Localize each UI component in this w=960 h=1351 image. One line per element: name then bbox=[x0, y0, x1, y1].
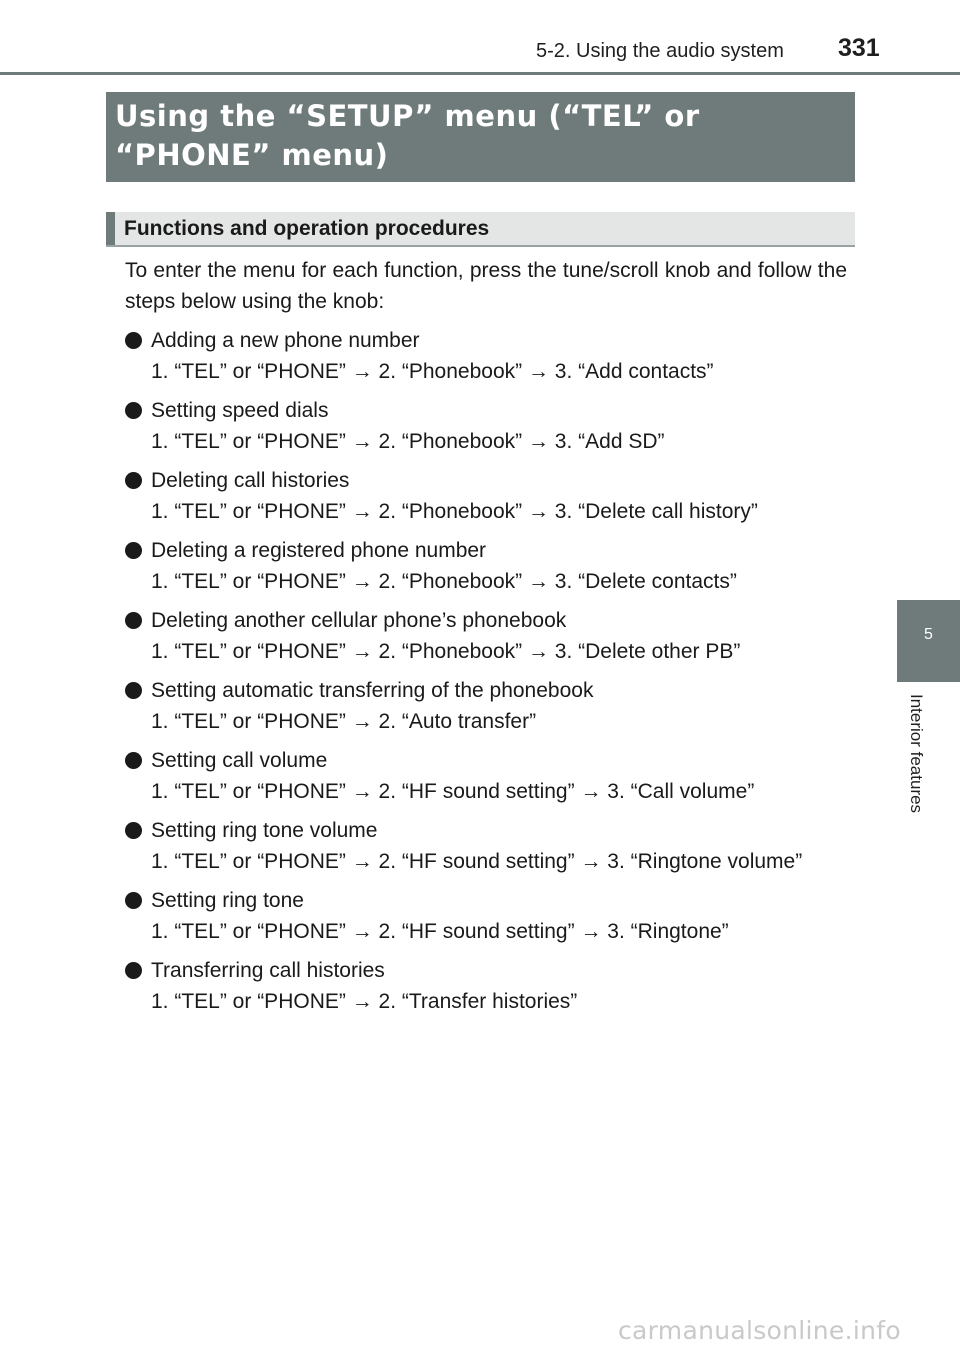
bullet-icon bbox=[125, 822, 142, 839]
procedure-list bbox=[125, 255, 847, 1025]
procedure-item bbox=[125, 605, 847, 667]
procedure-steps: 1. “TEL” or “PHONE” → 2. “Phonebook” → 3. “Add contacts” bbox=[151, 360, 714, 383]
header-divider bbox=[0, 72, 960, 75]
procedure-steps: 1. “TEL” or “PHONE” → 2. “HF sound setting” → 3. “Ringtone” bbox=[151, 920, 729, 943]
procedure-steps: 1. “TEL” or “PHONE” → 2. “Phonebook” → 3. “Delete call history” bbox=[151, 500, 758, 523]
chapter-label: Interior features bbox=[907, 694, 926, 814]
procedure-title: Setting call volume bbox=[151, 749, 328, 772]
procedure-item bbox=[125, 815, 847, 877]
procedure-title: Deleting another cellular phone’s phonebook bbox=[151, 609, 567, 632]
section-title: 5-2. Using the audio system bbox=[536, 40, 784, 62]
page-title-banner bbox=[106, 92, 855, 182]
procedure-title: Setting automatic transferring of the phonebook bbox=[151, 679, 594, 702]
procedure-steps: 1. “TEL” or “PHONE” → 2. “HF sound setting” → 3. “Call volume” bbox=[151, 780, 755, 803]
procedure-steps: 1. “TEL” or “PHONE” → 2. “Auto transfer” bbox=[151, 710, 537, 733]
bullet-icon bbox=[125, 962, 142, 979]
subheading-accent bbox=[106, 212, 115, 245]
intro-paragraph: To enter the menu for each function, press the tune/scroll knob and follow the steps below using the knob: bbox=[125, 259, 847, 313]
procedure-steps: 1. “TEL” or “PHONE” → 2. “Phonebook” → 3. “Delete other PB” bbox=[151, 640, 741, 663]
chapter-tab bbox=[897, 600, 960, 682]
chapter-number: 5 bbox=[924, 626, 933, 643]
procedure-item bbox=[125, 465, 847, 527]
bullet-icon bbox=[125, 752, 142, 769]
bullet-icon bbox=[125, 402, 142, 419]
subheading-text: Functions and operation procedures bbox=[124, 217, 490, 240]
procedure-title: Adding a new phone number bbox=[151, 329, 420, 352]
procedure-item bbox=[125, 325, 847, 387]
page-number: 331 bbox=[838, 34, 880, 62]
page-title-line-2: “PHONE” menu) bbox=[115, 138, 389, 172]
procedure-steps: 1. “TEL” or “PHONE” → 2. “HF sound setting” → 3. “Ringtone volume” bbox=[151, 850, 803, 873]
bullet-icon bbox=[125, 892, 142, 909]
procedure-item bbox=[125, 395, 847, 457]
watermark: carmanualsonline.info bbox=[618, 1316, 901, 1345]
procedure-item bbox=[125, 675, 847, 737]
bullet-icon bbox=[125, 682, 142, 699]
bullet-icon bbox=[125, 612, 142, 629]
procedure-steps: 1. “TEL” or “PHONE” → 2. “Phonebook” → 3. “Delete contacts” bbox=[151, 570, 737, 593]
procedure-item bbox=[125, 745, 847, 807]
procedure-title: Setting ring tone bbox=[151, 889, 304, 912]
bullet-icon bbox=[125, 542, 142, 559]
procedure-title: Setting ring tone volume bbox=[151, 819, 378, 842]
bullet-icon bbox=[125, 332, 142, 349]
procedure-steps: 1. “TEL” or “PHONE” → 2. “Phonebook” → 3. “Add SD” bbox=[151, 430, 665, 453]
procedure-title: Transferring call histories bbox=[151, 959, 385, 982]
procedure-item bbox=[125, 535, 847, 597]
procedure-item bbox=[125, 885, 847, 947]
procedure-steps: 1. “TEL” or “PHONE” → 2. “Transfer histories” bbox=[151, 990, 578, 1013]
procedure-title: Deleting call histories bbox=[151, 469, 350, 492]
procedure-item bbox=[125, 955, 847, 1017]
procedure-title: Setting speed dials bbox=[151, 399, 329, 422]
page-title-line-1: Using the “SETUP” menu (“TEL” or bbox=[115, 99, 700, 133]
procedure-title: Deleting a registered phone number bbox=[151, 539, 487, 562]
bullet-icon bbox=[125, 472, 142, 489]
subheading-bar bbox=[106, 212, 855, 247]
